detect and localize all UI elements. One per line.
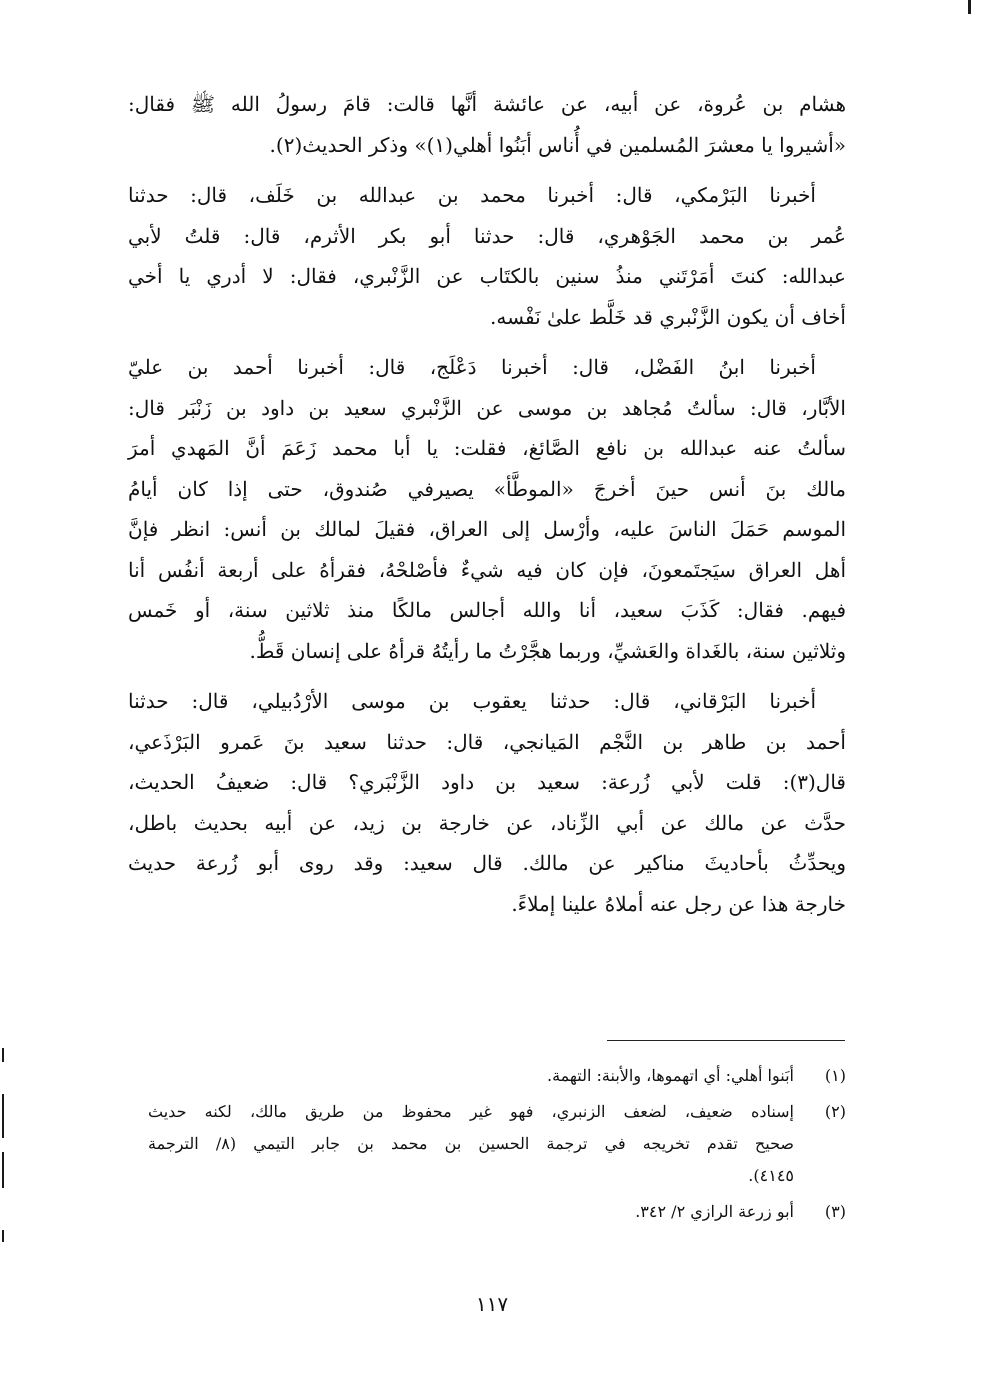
footnote-number: (٢) (824, 1102, 846, 1121)
page-number: ١١٧ (475, 1292, 509, 1316)
text-line: أخبرنا البَرْقاني، قال: حدثنا يعقوب بن موسى الأرْدُبيلي، قال: حدثنا (128, 689, 816, 713)
footnote (148, 1096, 846, 1192)
text-line: هشام بن عُروة، عن أبيه، عن عائشة أنَّها قالت: قامَ رسولُ الله ﷺ فقال: (128, 92, 846, 116)
footnote (148, 1060, 846, 1092)
scan-edge-mark (2, 1048, 4, 1062)
text-line: أحمد بن طاهر بن النَّجْم المَيانجي، قال: حدثنا سعيد بنَ عَمرو البَرْذَعي، (128, 729, 846, 754)
footnotes (148, 1060, 846, 1232)
text-line: مالك بنَ أنس حينَ أخرجَ «الموطَّأ» يصيرفي صُندوق، حتى إذا كان أيامُ (128, 476, 846, 501)
text-line: وثلاثين سنة، بالغَداة والعَشيِّ، وربما هجَّرْتُ ما رأيتُهُ قرأهُ على إنسان قَطُّ. (249, 638, 846, 663)
paragraph (128, 175, 846, 337)
scan-edge-mark (2, 1094, 4, 1138)
text-line: ويحدِّثُ بأحاديثَ مناكير عن مالك. قال سعيد: وقد روى أبو زُرعة حديث (128, 851, 846, 875)
paragraph (128, 681, 846, 924)
text-line: عبدالله: كنتَ أمَرْتَني منذُ سنين بالكتَاب عن الزَّنْبري، فقال: لا أدري يا أخي (128, 264, 846, 288)
footnote-text (148, 1196, 794, 1228)
text-line: فيهم. فقال: كَذَبَ سعيد، أنا والله أجالس مالكًا منذ ثلاثين سنة، أو خَمس (128, 598, 846, 622)
text-line: أخبرنا البَرْمكي، قال: أخبرنا محمد بن عبدالله بن خَلَف، قال: حدثنا (128, 183, 816, 207)
paragraph (128, 347, 846, 671)
text-line: أهل العراق سيَجتَمعونَ، فإن كان فيه شيءٌ فأصْلحْهُ، فقرأهُ على أربعة أنفُس أنا (128, 557, 846, 582)
scan-edge-mark (2, 1152, 4, 1188)
scan-edge-mark (2, 1230, 4, 1242)
scan-edge-mark (968, 0, 971, 14)
text-line: عُمر بن محمد الجَوْهري، قال: حدثنا أبو بكر الأثرم، قال: قلتُ لأبي (128, 223, 846, 248)
text-line: أخاف أن يكون الزَّنْبري قد خَلَّط علىٰ نَفْسه. (490, 304, 846, 329)
footnote-number: (١) (824, 1066, 846, 1085)
footnote-separator (607, 1040, 845, 1041)
paragraph (128, 84, 846, 165)
text-line: سألتُ عنه عبدالله بن نافع الصَّائغ، فقلت: يا أبا محمد زَعَمَ أنَّ المَهدي أمرَ (128, 436, 846, 460)
text-line: خارجة هذا عن رجل عنه أملاهُ علينا إملاءً. (511, 891, 846, 916)
text-line: أخبرنا ابنُ الفَضْل، قال: أخبرنا دَعْلَج، قال: أخبرنا أحمد بن عليّ (128, 355, 816, 379)
text-line: صحيح تقدم تخريجه في ترجمة الحسين بن محمد بن جابر التيمي (٨/ الترجمة (148, 1134, 795, 1153)
text-line: الأبَّار، قال: سألتُ مُجاهد بن موسى عن الزَّنْبري سعيد بن داود بن زَنْبَر قال: (128, 395, 846, 420)
text-line: أبَنوا أهلي: أي اتهموها، والأبنة: التهمة. (547, 1066, 794, 1085)
text-line: أبو زرعة الرازي ٢/ ٣٤٢. (635, 1202, 794, 1221)
text-line: «أشيروا يا معشرَ المُسلمين في أُناس أبَنُوا أهلي(١)» وذكر الحديث(٢). (269, 132, 846, 157)
footnote-number: (٣) (824, 1202, 846, 1221)
footnote-text (148, 1096, 794, 1192)
text-line: ٤١٤٥). (748, 1166, 794, 1185)
text-line: قال(٣): قلت لأبي زُرعة: سعيد بن داود الزَّنْبَري؟ قال: ضعيفُ الحديث، (128, 770, 846, 794)
text-line: إسناده ضعيف، لضعف الزنبري، فهو غير محفوظ من طريق مالك، لكنه حديث (148, 1102, 795, 1121)
footnote (148, 1196, 846, 1228)
text-line: الموسم حَمَلَ الناسَ عليه، وأرْسل إلى العراق، فقيلَ لمالك بن أنس: انظر فإنَّ (128, 517, 846, 541)
footnote-text (148, 1060, 794, 1092)
text-line: حدَّث عن مالك عن أبي الزِّناد، عن خارجة بن زيد، عن أبيه بحديث باطل، (128, 810, 846, 835)
main-text-block (128, 84, 846, 934)
